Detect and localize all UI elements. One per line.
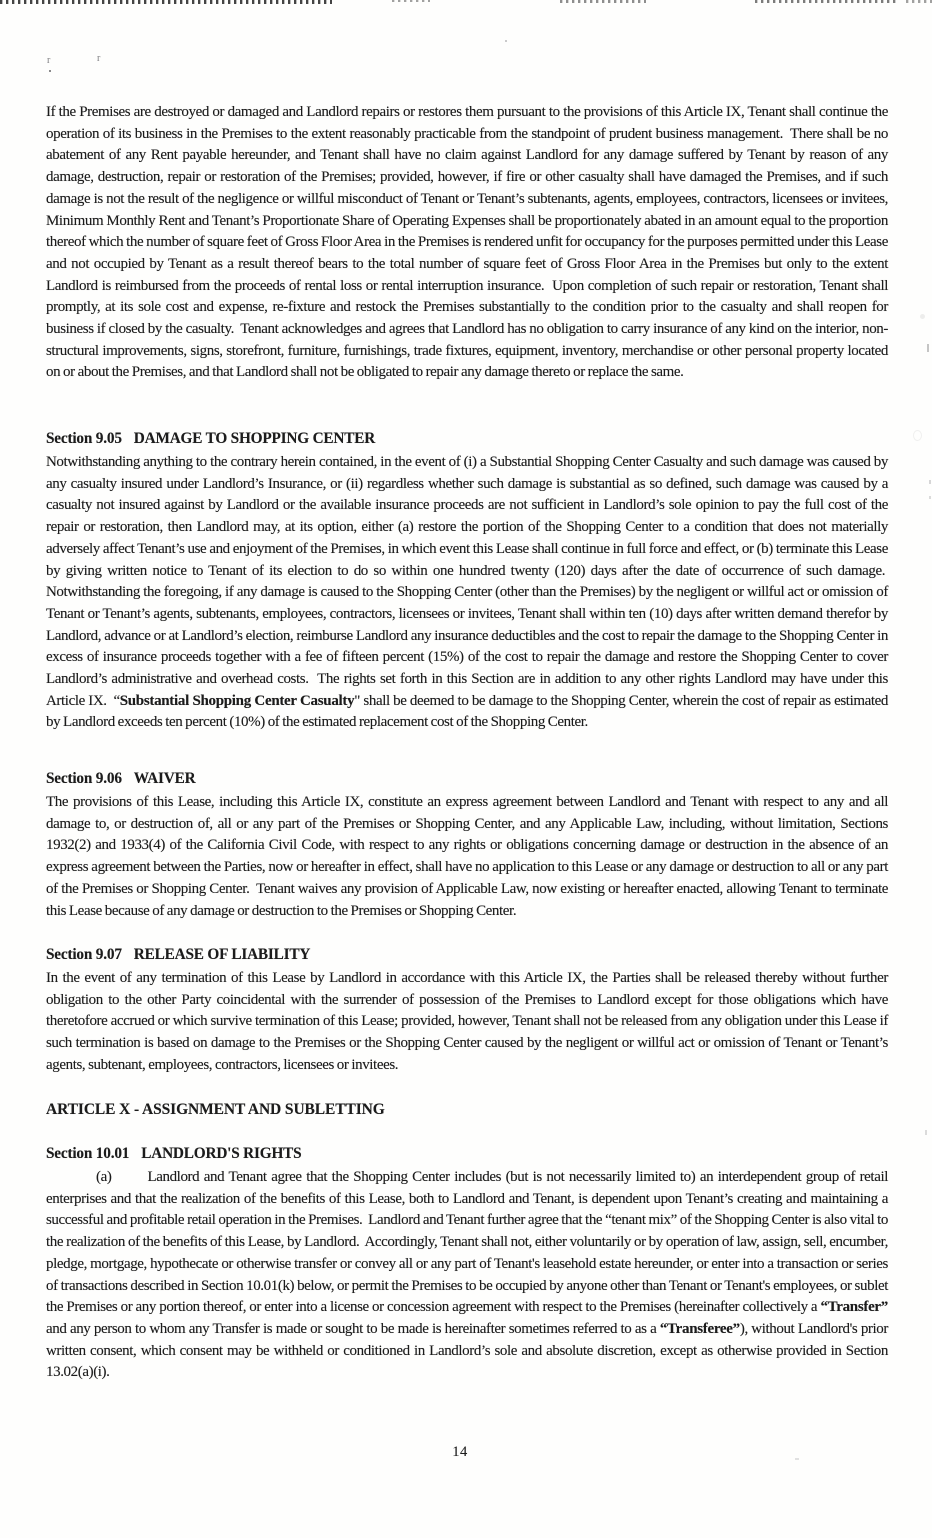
body-text: Notwithstanding anything to the contrary herein contained, in the event of (i) a Substantial Shopping Center Casualty and such damage was caused by any casualty insured under Landlord’s Insurance, or (ii) regardless whether such damage is substantial as so defined, such damage was caused by a casualty not insured against by Landlord or the available insurance proceeds are not sufficient in Landlord’s sole opinion to pay the full cost of the repair or restoration, then Landlord may, at its option, either (a) restore the portion of the Shopping Center to a condition that does not materially adversely affect Tenant’s use and enjoyment of the Premises, in which event this Lease shall continue in full force and effect, or (b) terminate this Lease by giving written notice to Tenant of its election to do so within one hundred twenty (120) days after the date of occurrence of such damage. Notwithstanding the foregoing, if any damage is caused to the Shopping Center (other than the Premises) by the negligent or willful act or omission of Tenant or Tenant’s agents, subtenants, employees, contractors, licensees or invitees, Tenant shall within ten (10) days after written demand therefor by Landlord, advance or at Landlord’s election, reimburse Landlord any insurance deductibles and the cost to repair the damage to the Shopping Center in excess of insurance proceeds together with a fee of fifteen percent (15%) of the cost to repair the damage and restore the Shopping Center to cover Landlord’s administrative and overhead costs. The rights set forth in this Section are in addition to any other rights Landlord may have under this Article IX. “ [46, 454, 888, 709]
section-number: Section 9.06 [46, 770, 122, 787]
scan-artifact-top-edge [755, 0, 897, 3]
body-text: " shall be deemed to be damage to the Shopping Center, wherein the cost of repair as estimated by Landlord exceeds ten percent (10%) of the estimated replacement cost of the Shopping Center. [46, 692, 888, 731]
section-number: Section 10.01 [46, 1145, 130, 1162]
section-title: DAMAGE TO SHOPPING CENTER [133, 430, 376, 447]
section-9-05-heading [46, 430, 888, 448]
scan-speck [929, 496, 931, 499]
scan-speck [505, 40, 507, 42]
section-9-06-heading [46, 770, 888, 788]
paragraph-article-ix-continuation: If the Premises are destroyed or damaged and Landlord repairs or restores them pursuant to the provisions of this Article IX, Tenant shall continue the operation of its business in the Premises to the extent reasonably practicable from the standpoint of prudent business management. There shall be no abatement of any Rent payable hereunder, and Tenant shall have no claim against Landlord for any damage suffered by Tenant by reason of any damage, destruction, repair or restoration of the Premises; provided, however, if fire or other casualty shall have damaged the Premises, and if such damage is not the result of the negligence or willful misconduct of Tenant or Tenant’s subtenants, agents, employees, contractors, licensees or invitees, Minimum Monthly Rent and Tenant’s Proportionate Share of Operating Expenses shall be proportionately abated in an amount equal to the proportion thereof which the number of square feet of Gross Floor Area in the Premises is rendered unfit for occupancy for the purposes permitted under this Lease and not occupied by Tenant as a result thereof bears to the total number of square feet of Gross Floor Area in the Premises but only to the extent Landlord is reimbursed from the proceeds of rental loss or rental interruption insurance. Upon completion of such repair or restoration, Tenant shall promptly, at its sole cost and expense, re-fixture and restock the Premises substantially to the condition prior to the casualty and shall reopen for business if closed by the casualty. Tenant acknowledges and agrees that Landlord has no obligation to carry insurance of any kind on the interior, non-structural improvements, signs, storefront, furniture, furnishings, trade fixtures, equipment, inventory, merchandise or other personal property located on or about the Premises, and that Landlord shall not be obligated to repair any damage thereto or replace the same. [46, 104, 888, 381]
scan-speck [925, 1130, 927, 1135]
section-9-07-heading [46, 946, 888, 964]
pencil-mark: r [47, 55, 51, 66]
section-title: WAIVER [133, 770, 196, 787]
scan-speck [920, 314, 925, 319]
scan-artifact-top-edge [0, 0, 332, 4]
pencil-mark: r [97, 53, 101, 64]
section-title: LANDLORD'S RIGHTS [141, 1145, 302, 1162]
section-9-07-body: In the event of any termination of this Lease by Landlord in accordance with this Article IX, the Parties shall be released thereby without further obligation to the other Party coincidental with the surrender of possession of the Premises to Landlord except for those obligations which have theretofore accrued or which survive termination of this Lease; provided, however, Tenant shall not be released from any obligation under this Lease if such termination is based on damage to the Premises or the Shopping Center caused by the negligent or willful act or omission of Tenant or Tenant’s agents, subtenant, employees, contractors, licensees or invitees. [46, 970, 888, 1073]
section-9-06-body: The provisions of this Lease, including this Article IX, constitute an express agreement between Landlord and Tenant with respect to any and all damage to, or destruction of, all or any part of the Premises or Shopping Center, and any Applicable Law, including, without limitation, Sections 1932(2) and 1933(4) of the California Civil Code, with respect to any rights or obligations concerning damage or destruction in the absence of an express agreement between the Parties, now or hereafter in effect, shall have no application to this Lease or any damage or destruction to all or any part of the Premises or Shopping Center. Tenant waives any provision of Applicable Law, now existing or hereafter enacted, allowing Tenant to terminate this Lease because of any damage or destruction to the Premises or Shopping Center. [46, 794, 888, 919]
scan-speck [929, 480, 931, 484]
pencil-mark-dot [49, 70, 51, 72]
section-10-01-heading [46, 1145, 888, 1163]
scan-speck [927, 344, 929, 352]
section-10-01-paragraph-a [46, 1167, 888, 1384]
body-text: Landlord and Tenant agree that the Shopping Center includes (but is not necessarily limited to) an interdependent group of retail enterprises and that the realization of the benefits of this Lease, both to Landlord and Tenant, is dependent upon Tenant’s creating and maintaining a successful and profitable retail operation in the Premises. Landlord and Tenant further agree that the “tenant mix” of the Shopping Center is also vital to the realization of the benefits of this Lease, by Landlord. Accordingly, Tenant shall not, either voluntarily or by operation of law, assign, sell, encumber, pledge, mortgage, hypothecate or otherwise transfer or convey all or any part of Tenant's leasehold estate hereunder, or enter into a transaction or series of transactions described in Section 10.01(k) below, or permit the Premises to be occupied by anyone other than Tenant or Tenant's employees, or sublet the Premises or any portion thereof, or enter into a license or concession agreement with respect to the Premises (hereinafter collectively a [46, 1169, 888, 1316]
body-text: and any person to whom any Transfer is made or sought to be made is hereinafter sometimes referred to as a [46, 1320, 660, 1337]
section-number: Section 9.07 [46, 946, 122, 963]
scan-artifact-top-edge [392, 0, 430, 2]
section-number: Section 9.05 [46, 430, 122, 447]
scan-artifact-top-edge [906, 0, 932, 3]
scan-artifact-top-edge [560, 0, 646, 3]
defined-term-substantial-shopping-center-casualty: Substantial Shopping Center Casualty [119, 692, 355, 709]
page-number: 14 [452, 1444, 468, 1460]
defined-term-transfer: “Transfer” [820, 1299, 888, 1316]
subsection-label: (a) [96, 1169, 112, 1185]
section-9-05-body [46, 452, 888, 734]
scan-speck [913, 430, 922, 441]
defined-term-transferee: “Transferee” [659, 1320, 740, 1337]
body-text: ), without Landlord's prior written consent, which consent may be withheld or conditioned in Landlord’s sole and absolute discretion, except as otherwise provided in Section 13.02(a)(i). [46, 1320, 888, 1381]
section-title: RELEASE OF LIABILITY [133, 946, 311, 963]
article-x-heading: ARTICLE X - ASSIGNMENT AND SUBLETTING [46, 1101, 385, 1118]
